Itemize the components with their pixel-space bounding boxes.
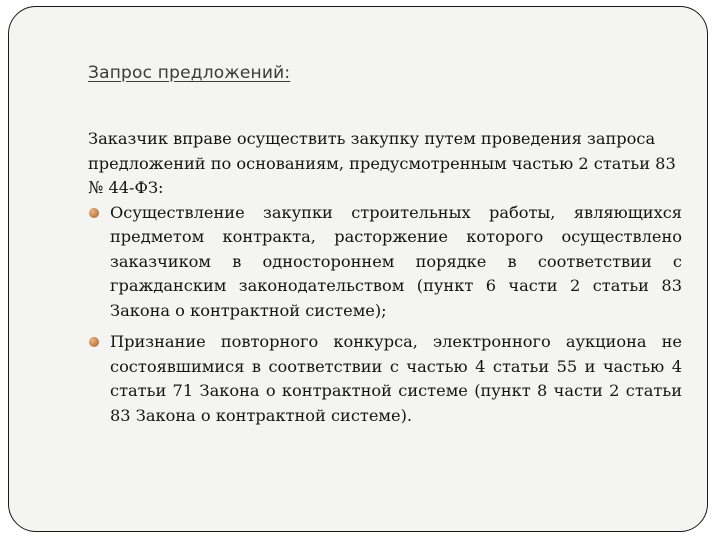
- slide-body: [88, 127, 682, 428]
- slide-frame: [8, 6, 708, 532]
- bullet-text: Осуществление закупки строительных работы, являющихся предметом контракта, расторжение которого осуществлено заказчиком в одностороннем порядке в соответствии с гражданским законодательством (пункт 6 части 2 статьи 83 Закона о контрактной системе);: [110, 202, 682, 320]
- bullet-list: [88, 201, 682, 429]
- bullet-item: [88, 330, 682, 428]
- bullet-dot-icon: [89, 337, 99, 347]
- bullet-dot-icon: [89, 208, 99, 218]
- bullet-item: [88, 201, 682, 324]
- slide-title: Запрос предложений:: [88, 63, 291, 83]
- bullet-text: Признание повторного конкурса, электронного аукциона не состоявшимися в соответствии с частью 4 статьи 55 и частью 4 статьи 71 Закона о контрактной системе (пункт 8 части 2 статьи 83 Закона о контрактной системе).: [110, 332, 682, 425]
- intro-paragraph: Заказчик вправе осуществить закупку путем проведения запроса предложений по основаниям, предусмотренным частью 2 статьи 83 № 44-ФЗ:: [88, 129, 676, 197]
